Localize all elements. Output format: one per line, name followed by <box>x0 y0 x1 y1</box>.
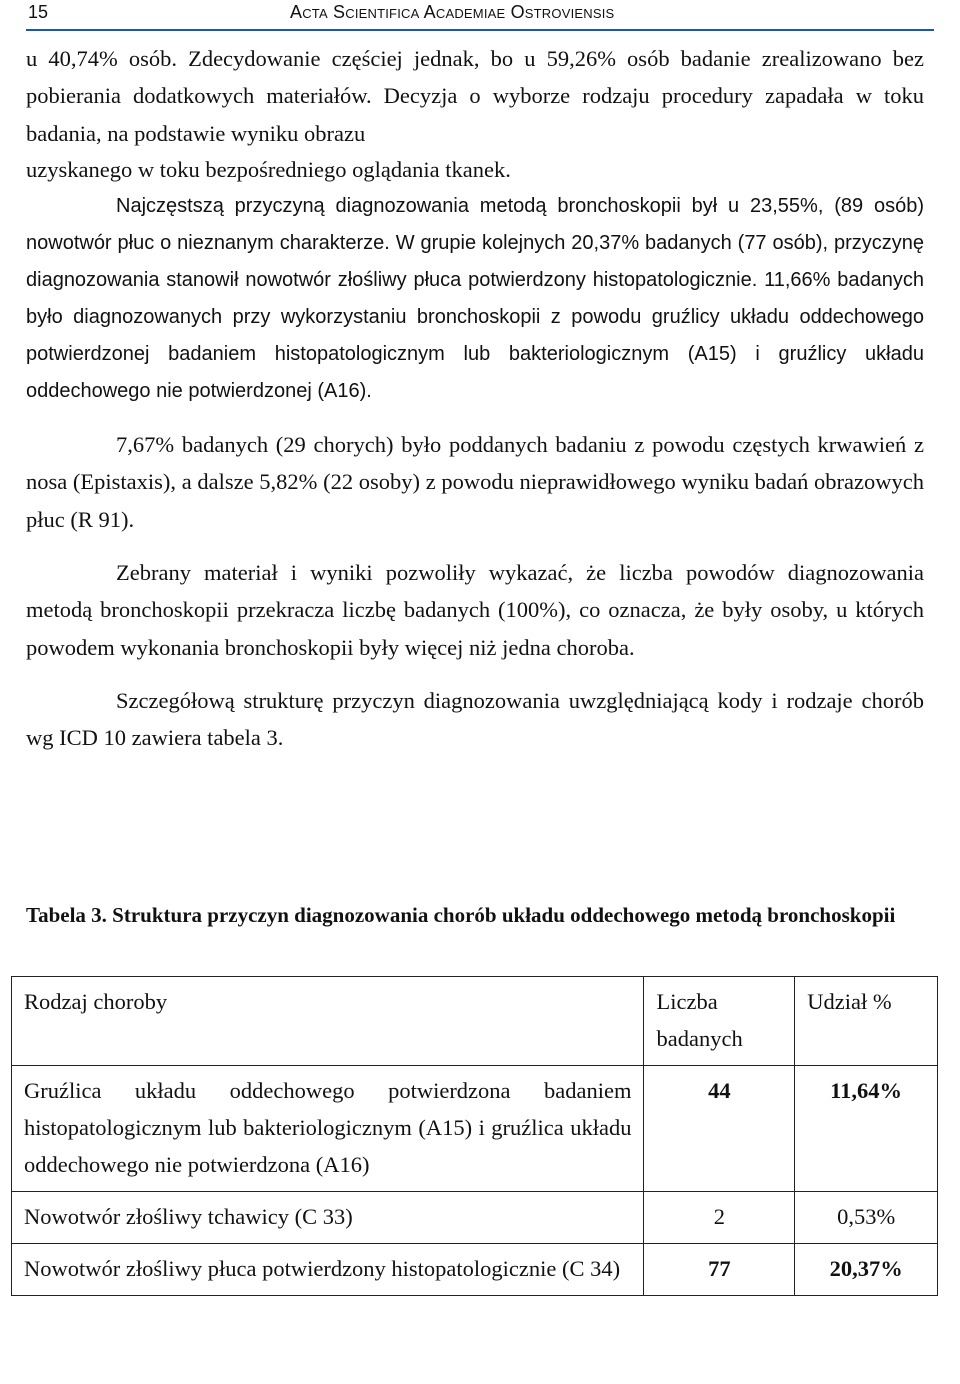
table-row <box>12 1066 938 1192</box>
row-disease: Gruźlica układu oddechowego potwierdzona badaniem histopatologicznym lub bakteriologicznym (A15) i gruźlica układu oddechowego nie potwierdzona (A16) <box>12 1066 644 1192</box>
header-disease: Rodzaj choroby <box>12 977 644 1066</box>
table-row <box>12 1244 938 1296</box>
paragraph-conclusion: Zebrany materiał i wyniki pozwoliły wykazać, że liczba powodów diagnozowania metodą bronchoskopii przekracza liczbę badanych (100%), co oznacza, że były osoby, u których powodem wykonania bronchoskopii były więcej niż jedna choroba. <box>26 560 924 660</box>
body-text <box>26 40 924 757</box>
header-count: Liczba badanych <box>644 977 795 1066</box>
row-disease: Nowotwór złośliwy płuca potwierdzony histopatologicznie (C 34) <box>12 1244 644 1296</box>
paragraph-continued: u 40,74% osób. Zdecydowanie częściej jednak, bo u 59,26% osób badanie zrealizowano bez pobierania dodatkowych materiałów. Decyzja o wyborze rodzaju procedury zapadała w toku badania, na podstawie wyniku obrazu <box>26 46 924 146</box>
row-count: 77 <box>644 1244 795 1296</box>
header-rule <box>26 29 934 31</box>
table-row <box>12 1192 938 1244</box>
row-share: 11,64% <box>795 1066 938 1192</box>
page-number: 15 <box>28 2 49 22</box>
journal-title: Acta Scientifica Academiae Ostroviensis <box>290 2 615 22</box>
diagnosis-table <box>11 976 938 1296</box>
header-share: Udział % <box>795 977 938 1066</box>
page-header <box>0 0 960 30</box>
row-share: 0,53% <box>795 1192 938 1244</box>
row-count: 2 <box>644 1192 795 1244</box>
paragraph-epistaxis: 7,67% badanych (29 chorych) było poddanych badaniu z powodu częstych krwawień z nosa (Epistaxis), a dalsze 5,82% (22 osoby) z powodu nieprawidłowego wyniku badań obrazowych płuc (R 91). <box>26 432 924 532</box>
table-caption: Tabela 3. Struktura przyczyn diagnozowania chorób układu oddechowego metodą bronchoskopii <box>26 903 896 927</box>
row-share: 20,37% <box>795 1244 938 1296</box>
paragraph-causes: Najczęstszą przyczyną diagnozowania metodą bronchoskopii był u 23,55%, (89 osób) nowotwór płuc o nieznanym charakterze. W grupie kolejnych 20,37% badanych (77 osób), przyczynę diagnozowania stanowił nowotwór złośliwy płuca potwierdzony histopatologicznie. 11,66% badanych było diagnozowanych przy wykorzystaniu bronchoskopii z powodu gruźlicy układu oddechowego potwierdzonej badaniem histopatologicznym lub bakteriologicznym (A15) i gruźlicy układu oddechowego nie potwierdzonej (A16). <box>26 195 924 403</box>
table-header-row <box>12 977 938 1066</box>
row-disease: Nowotwór złośliwy tchawicy (C 33) <box>12 1192 644 1244</box>
row-count: 44 <box>644 1066 795 1192</box>
paragraph-continued-end: uzyskanego w toku bezpośredniego oglądania tkanek. <box>26 156 511 182</box>
paragraph-table-reference: Szczegółową strukturę przyczyn diagnozowania uwzględniającą kody i rodzaje chorób wg ICD 10 zawiera tabela 3. <box>26 687 924 751</box>
